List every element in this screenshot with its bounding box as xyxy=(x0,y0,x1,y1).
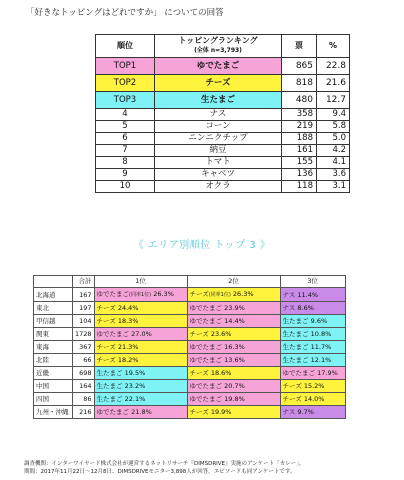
topping-percent: 26.3% xyxy=(153,290,174,298)
topping-percent: 23.2% xyxy=(124,382,146,390)
votes-header: 票 xyxy=(282,35,317,58)
topping-name-cell: チーズ xyxy=(155,75,282,92)
topping-label: 生たまご xyxy=(96,369,123,377)
topping-label: 生たまご xyxy=(282,356,309,364)
percent-cell: 3.1 xyxy=(317,181,350,193)
rank3-cell xyxy=(280,406,345,419)
topping-percent: 14.4% xyxy=(224,317,245,325)
rank2-cell xyxy=(187,380,280,393)
topping-label: ゆでたまご xyxy=(189,304,223,312)
topping-label: チーズ xyxy=(282,382,302,390)
rank2-header: 2位 xyxy=(187,276,280,288)
rank1-cell xyxy=(94,302,187,315)
rank1-cell xyxy=(94,354,187,367)
area-total-cell: 86 xyxy=(73,393,95,406)
ranking-header-row xyxy=(96,35,350,58)
topping-label: ナス xyxy=(282,304,296,312)
topping-percent: 19.9% xyxy=(210,408,232,416)
tie-note: (同率1位) xyxy=(208,292,231,298)
area-name-cell: 四国 xyxy=(34,393,73,406)
total-header: 合計 xyxy=(73,276,95,288)
rank3-cell xyxy=(280,328,345,341)
area-row xyxy=(34,288,346,302)
votes-cell: 155 xyxy=(282,157,317,169)
topping-percent: 18.6% xyxy=(210,369,232,377)
topping-percent: 19.5% xyxy=(124,369,146,377)
rank1-cell xyxy=(94,380,187,393)
rank1-cell xyxy=(94,367,187,380)
area-total-cell: 216 xyxy=(73,406,95,419)
area-row xyxy=(34,406,346,419)
rank2-cell xyxy=(187,315,280,328)
rank1-cell xyxy=(94,315,187,328)
area-row xyxy=(34,328,346,341)
topping-label: ゆでたまご xyxy=(189,395,223,403)
topping-percent: 23.9% xyxy=(224,304,245,312)
rank3-cell xyxy=(280,341,345,354)
area-name-cell: 甲信越 xyxy=(34,315,73,328)
rank-cell: TOP2 xyxy=(96,75,155,92)
rank-cell: 7 xyxy=(96,145,155,157)
topping-label: 生たまご xyxy=(96,395,123,403)
topping-percent: 9.6% xyxy=(310,317,328,325)
votes-cell: 219 xyxy=(282,121,317,133)
area-name-cell: 関東 xyxy=(34,328,73,341)
rank2-cell xyxy=(187,406,280,419)
item-header-label: トッピングランキング xyxy=(178,36,258,45)
topping-label: ゆでたまご xyxy=(282,369,316,377)
percent-cell: 4.1 xyxy=(317,157,350,169)
topping-name-cell: オクラ xyxy=(155,181,282,193)
rank3-cell xyxy=(280,354,345,367)
area-row xyxy=(34,302,346,315)
topping-name-cell: ナス xyxy=(155,109,282,121)
item-header xyxy=(155,35,282,58)
topping-percent: 19.8% xyxy=(224,395,245,403)
rank-cell: 4 xyxy=(96,109,155,121)
topping-label: ナス xyxy=(282,290,296,299)
votes-cell: 358 xyxy=(282,109,317,121)
topping-percent: 18.2% xyxy=(117,356,139,364)
area-row xyxy=(34,315,346,328)
topping-percent: 24.4% xyxy=(117,304,139,312)
area-name-cell: 北海道 xyxy=(34,288,73,302)
topping-percent: 13.6% xyxy=(224,356,245,364)
ranking-row xyxy=(96,181,350,193)
ranking-row xyxy=(96,75,350,92)
ranking-row xyxy=(96,169,350,181)
topping-percent: 14.0% xyxy=(303,395,325,403)
rank-cell: TOP1 xyxy=(96,58,155,75)
topping-name-cell: ゆでたまご xyxy=(155,58,282,75)
area-name-cell: 中国 xyxy=(34,380,73,393)
percent-cell: 22.8 xyxy=(317,58,350,75)
topping-percent: 16.3% xyxy=(224,343,245,351)
topping-label: チーズ xyxy=(189,290,209,298)
topping-percent: 27.0% xyxy=(131,330,152,338)
topping-percent: 10.8% xyxy=(310,330,332,338)
rank-cell: 8 xyxy=(96,157,155,169)
rank3-cell xyxy=(280,288,345,302)
topping-label: ゆでたまご xyxy=(189,317,223,325)
topping-percent: 11.7% xyxy=(310,343,332,351)
topping-label: 生たまご xyxy=(282,317,309,325)
rank-cell: 9 xyxy=(96,169,155,181)
area-row xyxy=(34,341,346,354)
topping-percent: 18.3% xyxy=(117,317,139,325)
topping-percent: 11.4% xyxy=(297,290,319,299)
votes-cell: 188 xyxy=(282,133,317,145)
topping-label: 生たまご xyxy=(96,382,123,390)
topping-name-cell: コーン xyxy=(155,121,282,133)
topping-percent: 22.1% xyxy=(124,395,146,403)
rank3-cell xyxy=(280,302,345,315)
topping-percent: 21.3% xyxy=(117,343,139,351)
votes-cell: 818 xyxy=(282,75,317,92)
topping-label: チーズ xyxy=(96,343,116,351)
ranking-row xyxy=(96,58,350,75)
percent-cell: 4.2 xyxy=(317,145,350,157)
percent-cell: 5.0 xyxy=(317,133,350,145)
rank-header: 順位 xyxy=(96,35,155,58)
topping-label: チーズ xyxy=(96,356,116,364)
rank-cell: 6 xyxy=(96,133,155,145)
topping-percent: 9.7% xyxy=(297,408,314,416)
topping-label: ゆでたまご xyxy=(96,330,130,338)
percent-cell: 12.7 xyxy=(317,92,350,109)
rank2-cell xyxy=(187,341,280,354)
percent-cell: 5.8 xyxy=(317,121,350,133)
ranking-row xyxy=(96,121,350,133)
rank1-header: 1位 xyxy=(94,276,187,288)
ranking-row xyxy=(96,145,350,157)
area-name-cell: 九州・沖縄 xyxy=(34,406,73,419)
rank3-cell xyxy=(280,367,345,380)
rank2-cell xyxy=(187,302,280,315)
rank2-cell xyxy=(187,288,280,302)
area-total-cell: 164 xyxy=(73,380,95,393)
area-name-cell: 東海 xyxy=(34,341,73,354)
topping-label: ゆでたまご xyxy=(96,290,130,298)
topping-label: チーズ xyxy=(96,317,116,325)
rank1-cell xyxy=(94,341,187,354)
topping-label: チーズ xyxy=(282,395,302,403)
tie-note: (同率1位) xyxy=(129,292,152,298)
rank2-cell xyxy=(187,328,280,341)
votes-cell: 118 xyxy=(282,181,317,193)
topping-label: ゆでたまご xyxy=(189,356,223,364)
ranking-row xyxy=(96,133,350,145)
votes-cell: 480 xyxy=(282,92,317,109)
ranking-row xyxy=(96,157,350,169)
area-ranking-heading: 《 エリア別順位 トップ 3 》 xyxy=(133,240,271,251)
topping-label: チーズ xyxy=(189,408,209,416)
topping-percent: 23.6% xyxy=(210,330,232,338)
rank3-header: 3位 xyxy=(280,276,345,288)
area-header-row xyxy=(34,276,346,288)
rank3-cell xyxy=(280,315,345,328)
topping-label: ゆでたまご xyxy=(96,408,130,416)
footnote-survey-source: 調査機関：インターワイヤード株式会社が運営するネットリサーチ『DIMSDRIVE』実施のアンケート「カレー」。 xyxy=(24,461,305,467)
percent-cell: 9.4 xyxy=(317,109,350,121)
area-row xyxy=(34,354,346,367)
area-total-cell: 104 xyxy=(73,315,95,328)
topping-ranking-table xyxy=(95,34,350,193)
area-name-cell: 近畿 xyxy=(34,367,73,380)
rank-cell: 5 xyxy=(96,121,155,133)
votes-cell: 136 xyxy=(282,169,317,181)
topping-label: ゆでたまご xyxy=(189,343,223,351)
rank-cell: 10 xyxy=(96,181,155,193)
topping-percent: 20.7% xyxy=(224,382,245,390)
area-row xyxy=(34,393,346,406)
area-total-cell: 698 xyxy=(73,367,95,380)
rank2-cell xyxy=(187,367,280,380)
topping-name-cell: キャベツ xyxy=(155,169,282,181)
rank-cell: TOP3 xyxy=(96,92,155,109)
area-total-cell: 66 xyxy=(73,354,95,367)
rank1-cell xyxy=(94,406,187,419)
rank2-cell xyxy=(187,393,280,406)
topping-label: チーズ xyxy=(189,330,209,338)
topping-percent: 26.3% xyxy=(232,290,254,298)
area-name-cell: 東北 xyxy=(34,302,73,315)
topping-name-cell: 納豆 xyxy=(155,145,282,157)
area-total-cell: 1728 xyxy=(73,328,95,341)
topping-label: チーズ xyxy=(96,304,116,312)
topping-name-cell: 生たまご xyxy=(155,92,282,109)
topping-label: チーズ xyxy=(189,369,209,377)
rank1-cell xyxy=(94,288,187,302)
ranking-row xyxy=(96,92,350,109)
area-ranking-table xyxy=(33,275,346,419)
area-total-cell: 367 xyxy=(73,341,95,354)
topping-label: ゆでたまご xyxy=(189,382,223,390)
area-row xyxy=(34,367,346,380)
item-header-sample-size: (全体 n=3,793) xyxy=(194,47,242,54)
topping-name-cell: ニンニクチップ xyxy=(155,133,282,145)
rank1-cell xyxy=(94,328,187,341)
rank3-cell xyxy=(280,380,345,393)
ranking-row xyxy=(96,109,350,121)
topping-percent: 21.8% xyxy=(131,408,152,416)
topping-name-cell: トマト xyxy=(155,157,282,169)
votes-cell: 865 xyxy=(282,58,317,75)
area-total-cell: 197 xyxy=(73,302,95,315)
page-title: 「好きなトッピングはどれですか」 についての回答 xyxy=(26,8,224,18)
topping-percent: 17.9% xyxy=(317,369,338,377)
rank2-cell xyxy=(187,354,280,367)
rank1-cell xyxy=(94,393,187,406)
area-row xyxy=(34,380,346,393)
footnote-survey-period: 期間：2017年11月22日～12月8日、DIMSDRIVEモニター3,898人が回答。エピソードも同アンケートです。 xyxy=(24,469,296,475)
topping-label: ナス xyxy=(282,408,296,416)
topping-label: 生たまご xyxy=(282,343,309,351)
votes-cell: 161 xyxy=(282,145,317,157)
percent-cell: 21.6 xyxy=(317,75,350,92)
area-header-blank xyxy=(34,276,73,288)
topping-percent: 15.2% xyxy=(303,382,325,390)
rank3-cell xyxy=(280,393,345,406)
topping-label: 生たまご xyxy=(282,330,309,338)
topping-percent: 8.6% xyxy=(297,304,314,312)
topping-percent: 12.1% xyxy=(310,356,332,364)
area-name-cell: 北陸 xyxy=(34,354,73,367)
percent-cell: 3.6 xyxy=(317,169,350,181)
area-total-cell: 167 xyxy=(73,288,95,302)
pct-header: % xyxy=(317,35,350,58)
